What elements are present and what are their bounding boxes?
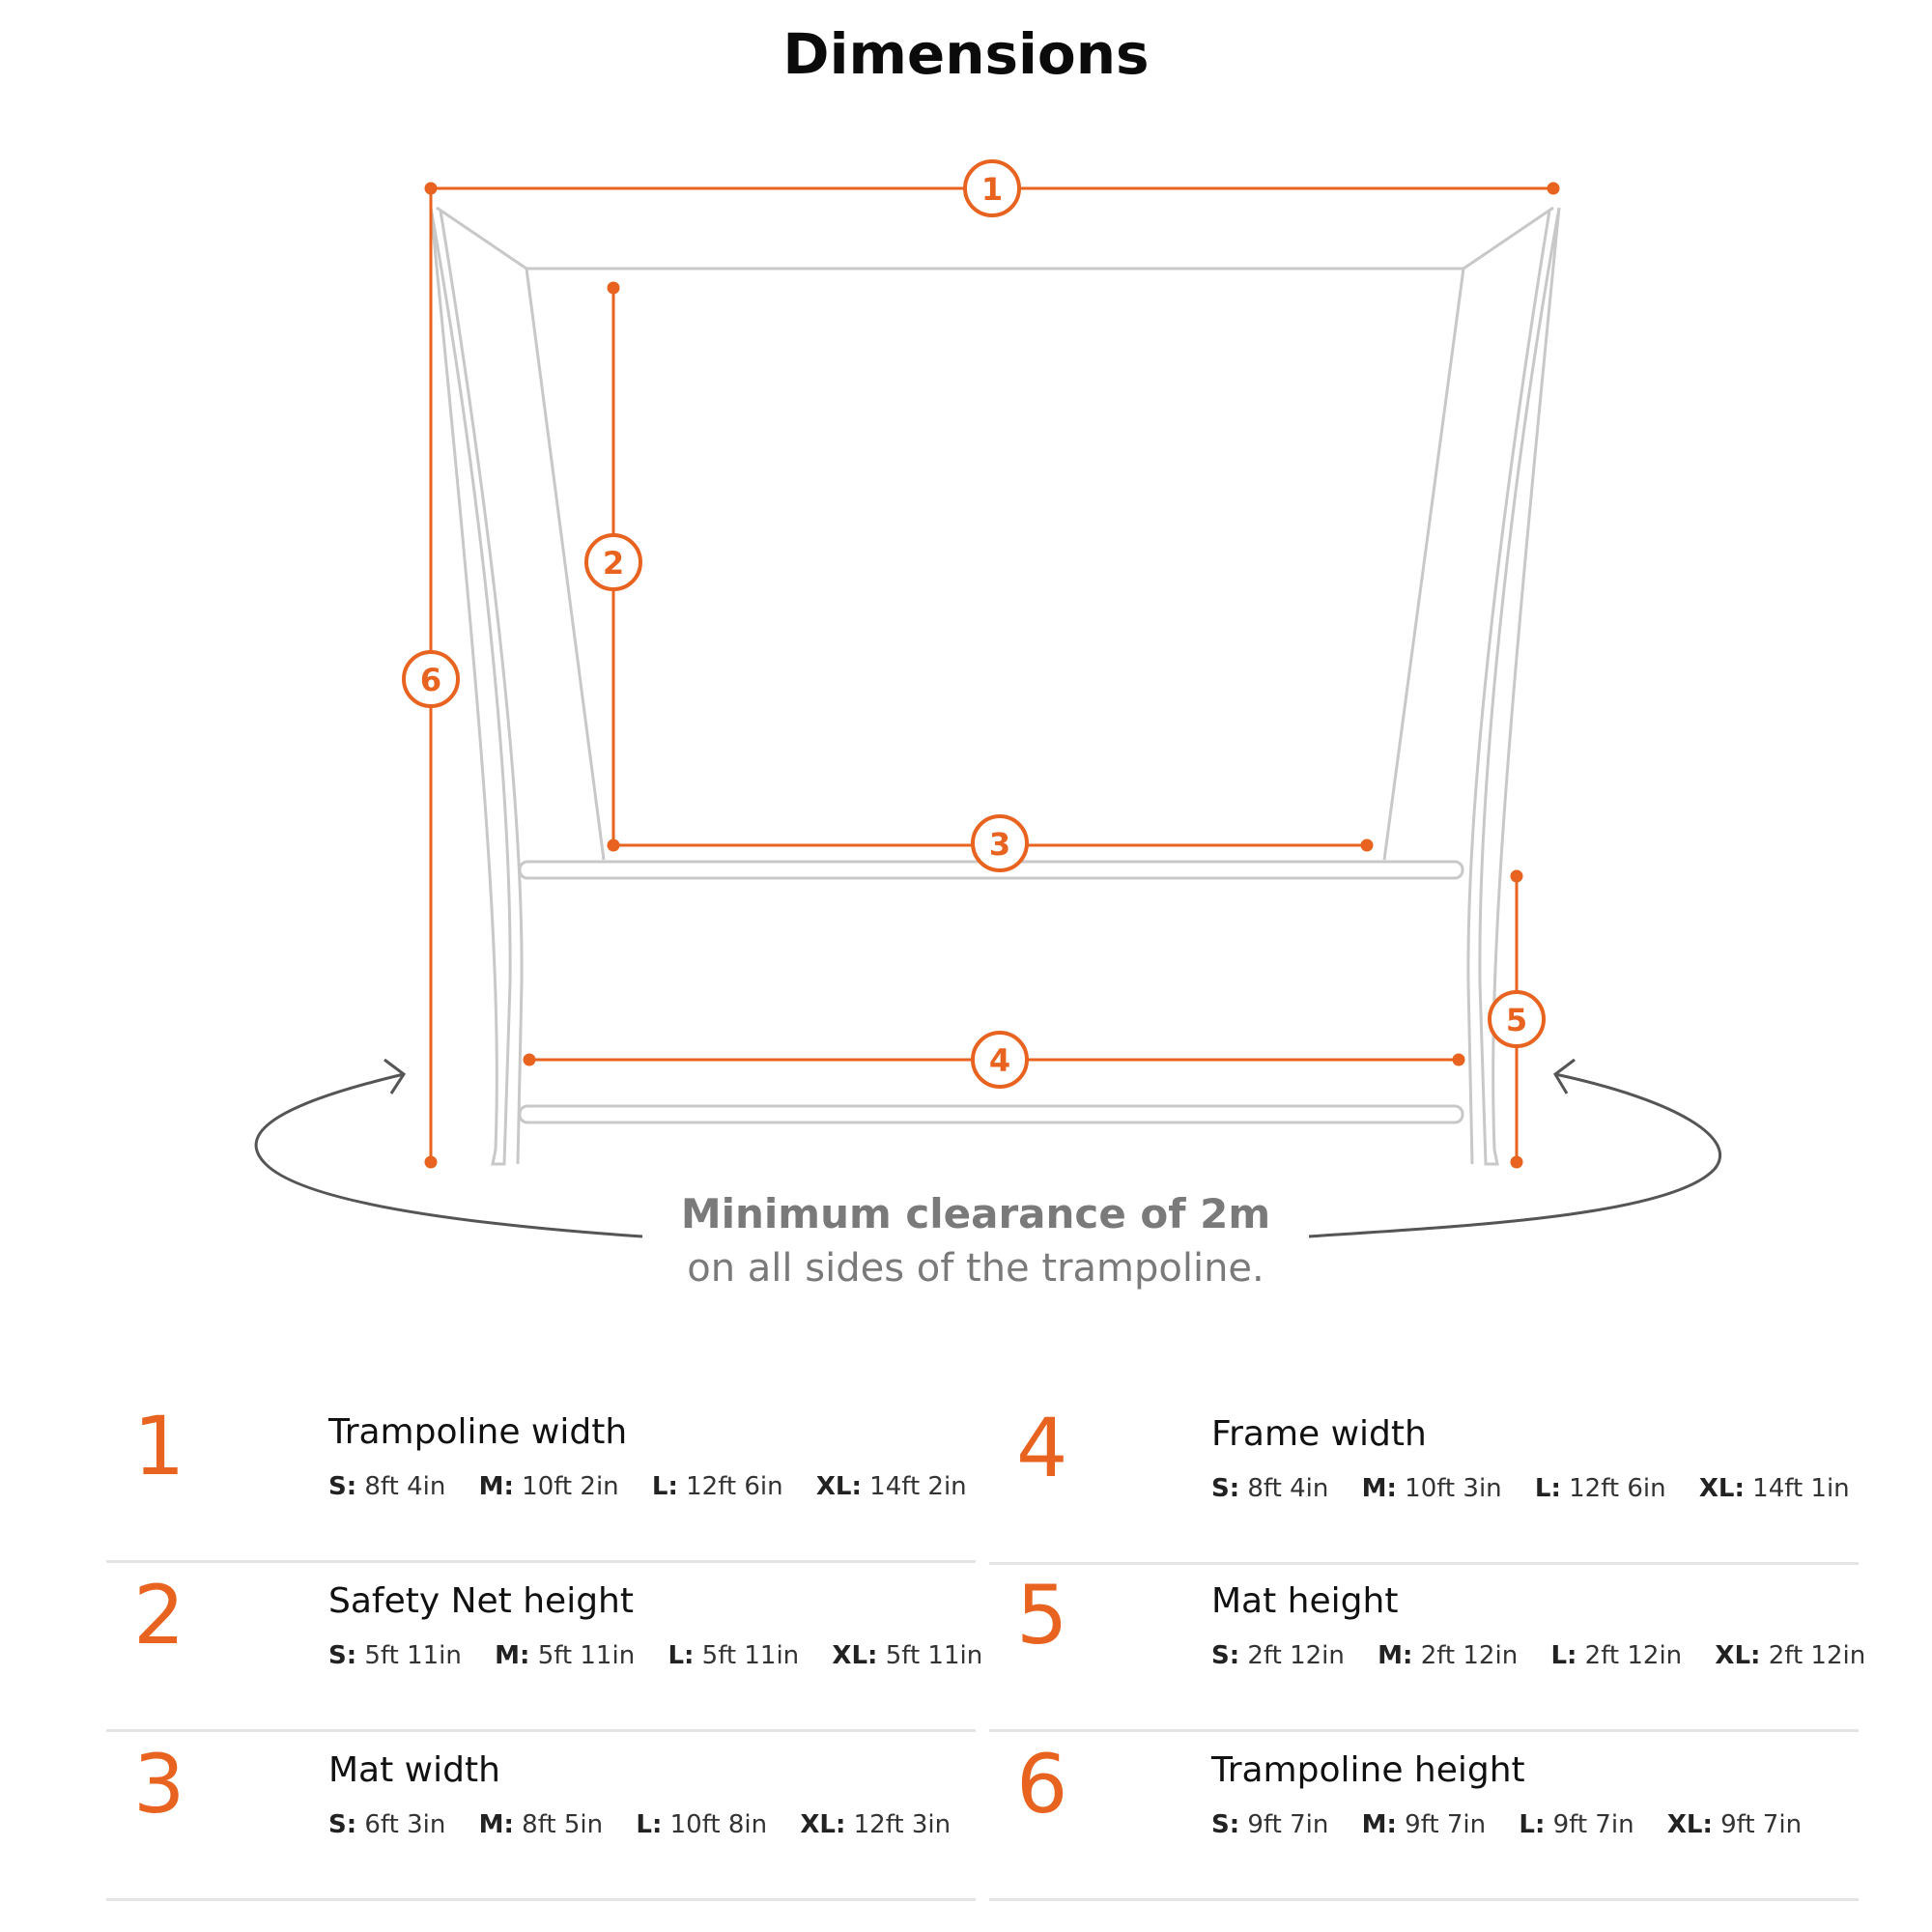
spec-label: Safety Net height <box>328 1581 634 1621</box>
spec-number: 3 <box>133 1737 185 1832</box>
size-label: L: <box>1519 1810 1546 1839</box>
clearance-subtext: on all sides of the trampoline. <box>687 1246 1264 1291</box>
spec-values <box>1211 1641 1890 1670</box>
marker-4 <box>973 1033 1027 1087</box>
size-label: M: <box>495 1641 530 1670</box>
size-value: 10ft 2in <box>522 1472 619 1501</box>
size-label: S: <box>1211 1810 1240 1839</box>
marker-5 <box>1490 992 1544 1046</box>
spec-number: 6 <box>1016 1737 1068 1832</box>
markers <box>404 161 1544 1087</box>
size-label: XL: <box>815 1472 862 1501</box>
size-label: M: <box>1361 1810 1397 1839</box>
size-label: S: <box>328 1810 357 1839</box>
size-label: XL: <box>1666 1810 1713 1839</box>
size-value: 9ft 7in <box>1720 1810 1803 1839</box>
size-value: 9ft 7in <box>1247 1810 1329 1839</box>
spec-number: 4 <box>1016 1401 1068 1495</box>
spec-item <box>106 1391 976 1563</box>
dim-endpoint <box>1362 840 1372 850</box>
size-value: 5ft 11in <box>364 1641 462 1670</box>
page-title: Dimensions <box>782 21 1150 87</box>
trampoline-outline <box>431 208 1559 1164</box>
spec-values <box>1211 1810 1827 1839</box>
marker-6 <box>404 652 458 706</box>
size-value: 10ft 8in <box>669 1810 768 1839</box>
spec-label: Trampoline height <box>1211 1750 1525 1790</box>
size-value: 5ft 11in <box>537 1641 636 1670</box>
marker-2 <box>586 535 640 589</box>
spec-label: Frame width <box>1211 1414 1427 1454</box>
spec-values <box>328 1641 1008 1670</box>
dim-endpoint <box>1512 871 1521 881</box>
size-value: 2ft 12in <box>1247 1641 1345 1670</box>
spec-values <box>328 1810 976 1839</box>
size-label: L: <box>1534 1474 1561 1503</box>
frame-rail <box>520 1106 1463 1122</box>
marker-1 <box>965 161 1019 215</box>
size-label: S: <box>328 1472 357 1501</box>
size-label: XL: <box>1715 1641 1761 1670</box>
size-value: 6ft 3in <box>364 1810 446 1839</box>
marker-5-label: 5 <box>1505 1002 1528 1038</box>
dim-endpoint <box>1454 1055 1463 1065</box>
size-value: 8ft 4in <box>364 1472 446 1501</box>
marker-4-label: 4 <box>988 1042 1011 1079</box>
dim-endpoint <box>1548 184 1558 193</box>
size-value: 2ft 12in <box>1420 1641 1519 1670</box>
dim-endpoint <box>1512 1157 1521 1167</box>
spec-values <box>328 1472 992 1501</box>
size-label: L: <box>1550 1641 1577 1670</box>
marker-6-label: 6 <box>419 662 442 698</box>
size-label: S: <box>1211 1641 1240 1670</box>
spec-item <box>106 1729 976 1901</box>
size-label: M: <box>1361 1474 1397 1503</box>
dim-endpoint <box>525 1055 534 1065</box>
size-value: 9ft 7in <box>1552 1810 1634 1839</box>
size-value: 12ft 6in <box>1569 1474 1666 1503</box>
size-value: 14ft 1in <box>1752 1474 1850 1503</box>
size-value: 12ft 3in <box>853 1810 952 1839</box>
spec-item <box>989 1560 1866 1732</box>
size-label: M: <box>1378 1641 1413 1670</box>
spec-number: 2 <box>133 1568 185 1662</box>
dim-endpoint <box>609 840 618 850</box>
size-value: 2ft 12in <box>1584 1641 1683 1670</box>
spec-item <box>106 1560 983 1732</box>
dim-endpoint <box>609 283 618 293</box>
size-label: XL: <box>800 1810 846 1839</box>
spec-number: 5 <box>1016 1568 1068 1662</box>
marker-3 <box>973 816 1027 870</box>
size-label: S: <box>328 1641 357 1670</box>
marker-1-label: 1 <box>980 171 1004 208</box>
size-value: 12ft 6in <box>686 1472 783 1501</box>
dim-endpoint <box>426 1157 436 1167</box>
marker-2-label: 2 <box>602 545 625 582</box>
size-value: 5ft 11in <box>701 1641 800 1670</box>
size-label: M: <box>478 1810 514 1839</box>
size-value: 9ft 7in <box>1405 1810 1487 1839</box>
size-value: 5ft 11in <box>885 1641 983 1670</box>
net-right-side <box>1384 269 1463 860</box>
size-value: 8ft 5in <box>522 1810 604 1839</box>
size-label: L: <box>651 1472 678 1501</box>
spec-label: Trampoline width <box>328 1412 628 1452</box>
size-value: 8ft 4in <box>1247 1474 1329 1503</box>
spec-item <box>989 1393 1859 1565</box>
size-label: S: <box>1211 1474 1240 1503</box>
dimension-lines <box>426 184 1558 1167</box>
spec-values <box>1211 1474 1875 1503</box>
size-label: XL: <box>832 1641 878 1670</box>
size-value: 2ft 12in <box>1768 1641 1866 1670</box>
clearance-heading: Minimum clearance of 2m <box>680 1190 1271 1237</box>
spec-item <box>989 1729 1859 1901</box>
net-top-left <box>437 208 526 269</box>
size-label: M: <box>478 1472 514 1501</box>
size-value: 14ft 2in <box>869 1472 967 1501</box>
size-label: XL: <box>1698 1474 1745 1503</box>
marker-3-label: 3 <box>988 826 1011 863</box>
spec-label: Mat height <box>1211 1581 1399 1621</box>
size-label: L: <box>636 1810 663 1839</box>
net-top-right <box>1463 208 1553 269</box>
spec-label: Mat width <box>328 1750 500 1790</box>
size-value: 10ft 3in <box>1405 1474 1502 1503</box>
spec-number: 1 <box>133 1399 185 1493</box>
size-label: L: <box>668 1641 695 1670</box>
